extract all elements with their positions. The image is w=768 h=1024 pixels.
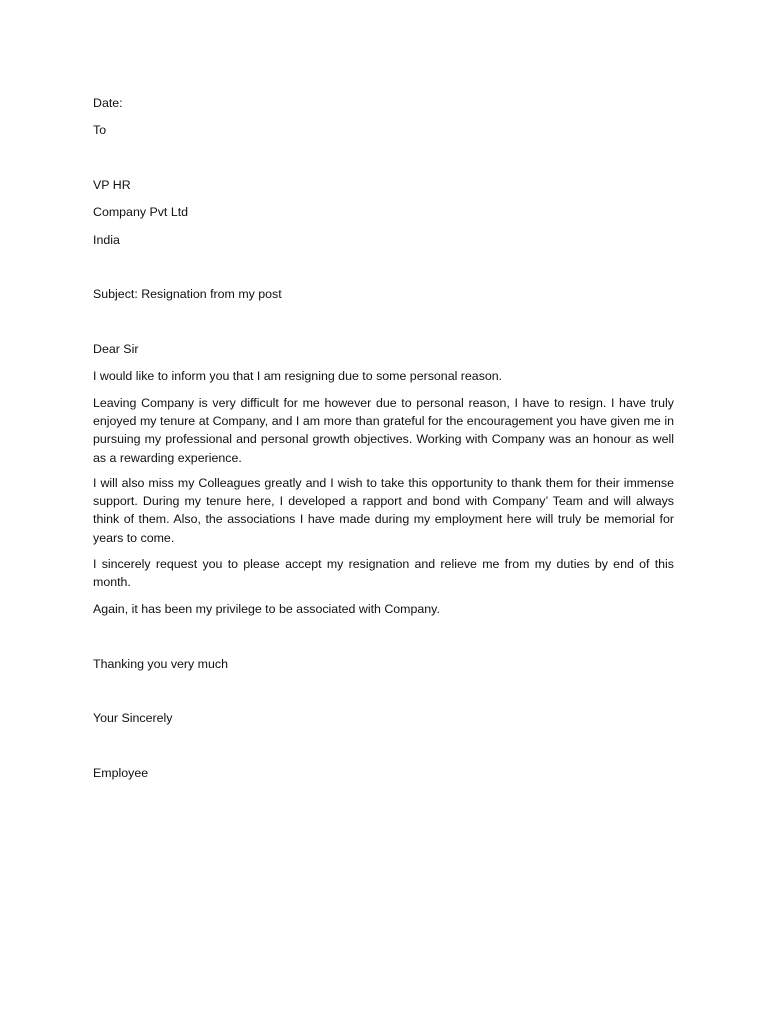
recipient-title: VP HR — [93, 178, 131, 192]
signature-line: Employee — [93, 766, 149, 780]
body-paragraph: Leaving Company is very difficult for me however due to personal reason, I have to resign. I have truly enjoyed my tenure at Company, and I am more than grateful for the encouragement you have given me in pursuing my professional and personal growth objectives. Working with Company was an honour as well as a rewarding experience. — [93, 396, 674, 465]
to-label: To — [93, 123, 107, 137]
recipient-company: Company Pvt Ltd — [93, 205, 189, 219]
closing-line: Your Sincerely — [93, 711, 173, 725]
date-label: Date: — [93, 96, 123, 110]
body-paragraph: Again, it has been my privilege to be associated with Company. — [93, 602, 440, 616]
thanks-line: Thanking you very much — [93, 657, 228, 671]
recipient-country: India — [93, 233, 120, 247]
subject-line: Subject: Resignation from my post — [93, 287, 282, 301]
body-paragraph: I will also miss my Colleagues greatly and I wish to take this opportunity to thank them for their immense support. During my tenure here, I developed a rapport and bond with Company’ Team and will always think of them. Also, the associations I have made during my employment here will truly be memorial for years to come. — [93, 476, 674, 545]
body-paragraph: I would like to inform you that I am resigning due to some personal reason. — [93, 369, 503, 383]
body-paragraph: I sincerely request you to please accept my resignation and relieve me from my duties by end of this month. — [93, 557, 674, 590]
salutation: Dear Sir — [93, 342, 139, 356]
